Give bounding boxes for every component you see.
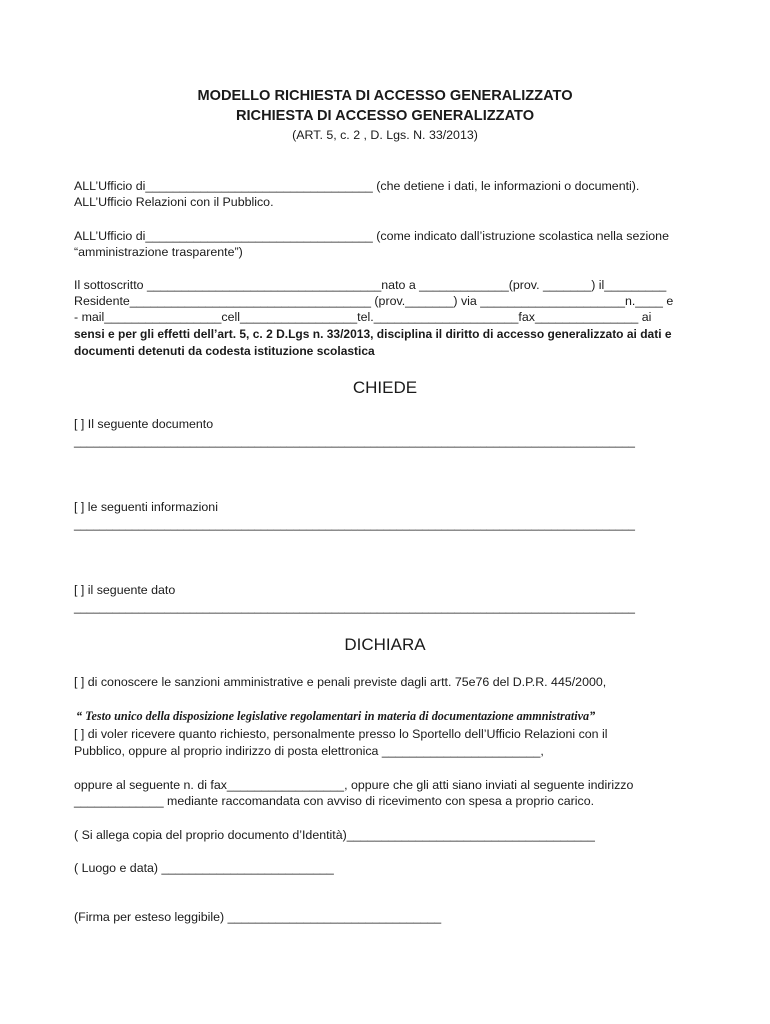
requester-line-1: Il sottoscritto __________________________________nato a _____________(prov. _______) il_________	[74, 278, 667, 292]
dichiara-heading: DICHIARA	[344, 635, 426, 654]
legal-basis-line-1: sensi e per gli effetti dell’art. 5, c. 2 D.Lgs n. 33/2013, disciplina il diritto di accesso generalizzato ai dati e	[74, 327, 672, 341]
declaration-delivery-line-2: Pubblico, oppure al proprio indirizzo di posta elettronica _______________________,	[74, 744, 544, 758]
addressee-line-3: ALL’Ufficio di_________________________________ (come indicato dall’istruzione scolastica nella sezione	[74, 229, 669, 243]
request-document-checkbox[interactable]: [ ] Il seguente documento	[74, 417, 214, 431]
requester-line-3: - mail_________________cell_________________tel._____________________fax_______________ ai	[74, 310, 652, 324]
addressee-line-4: “amministrazione trasparente”)	[74, 245, 243, 259]
request-document-blank[interactable]: _______________________________________________________________________________________	[74, 435, 635, 448]
signature-line[interactable]: (Firma per esteso leggibile) _______________________________	[74, 910, 442, 924]
requester-line-2: Residente___________________________________ (prov._______) via _____________________n.____ e	[74, 294, 674, 308]
declaration-delivery-checkbox[interactable]: [ ] di voler ricevere quanto richiesto, personalmente presso lo Sportello dell’Ufficio Relazioni con il	[74, 727, 608, 741]
document-title: MODELLO RICHIESTA DI ACCESSO GENERALIZZATO	[197, 88, 573, 104]
legal-reference: (ART. 5, c. 2 , D. Lgs. N. 33/2013)	[292, 128, 478, 142]
addressee-line-2: ALL’Ufficio Relazioni con il Pubblico.	[74, 195, 274, 209]
addressee-line-1: ALL’Ufficio di_________________________________ (che detiene i dati, le informazioni o documenti).	[74, 179, 640, 193]
declaration-fax-line: oppure al seguente n. di fax_________________, oppure che gli atti siano inviati al seguente indirizzo	[74, 778, 634, 792]
document-subtitle-title: RICHIESTA DI ACCESSO GENERALIZZATO	[235, 108, 535, 124]
attachment-id-line[interactable]: ( Si allega copia del proprio documento d’Identità)____________________________________	[74, 828, 595, 842]
request-data-checkbox[interactable]: [ ] il seguente dato	[74, 583, 176, 597]
testo-unico-quote: “ Testo unico della disposizione legislative regolamentari in materia di documentazione ammnistrativa”	[76, 709, 596, 723]
place-date-line[interactable]: ( Luogo e data) _________________________	[74, 861, 334, 875]
request-information-checkbox[interactable]: [ ] le seguenti informazioni	[74, 500, 218, 514]
declaration-address-line: _____________ mediante raccomandata con avviso di ricevimento con spesa a proprio carico.	[74, 794, 595, 808]
chiede-heading: CHIEDE	[352, 378, 418, 397]
declaration-sanctions-checkbox[interactable]: [ ] di conoscere le sanzioni amministrative e penali previste dagli artt. 75e76 del D.P.R. 445/2000,	[74, 675, 607, 689]
request-data-blank[interactable]: _______________________________________________________________________________________	[74, 601, 635, 614]
legal-basis-line-2: documenti detenuti da codesta istituzione scolastica	[74, 344, 375, 358]
request-information-blank[interactable]: _______________________________________________________________________________________	[74, 518, 635, 531]
